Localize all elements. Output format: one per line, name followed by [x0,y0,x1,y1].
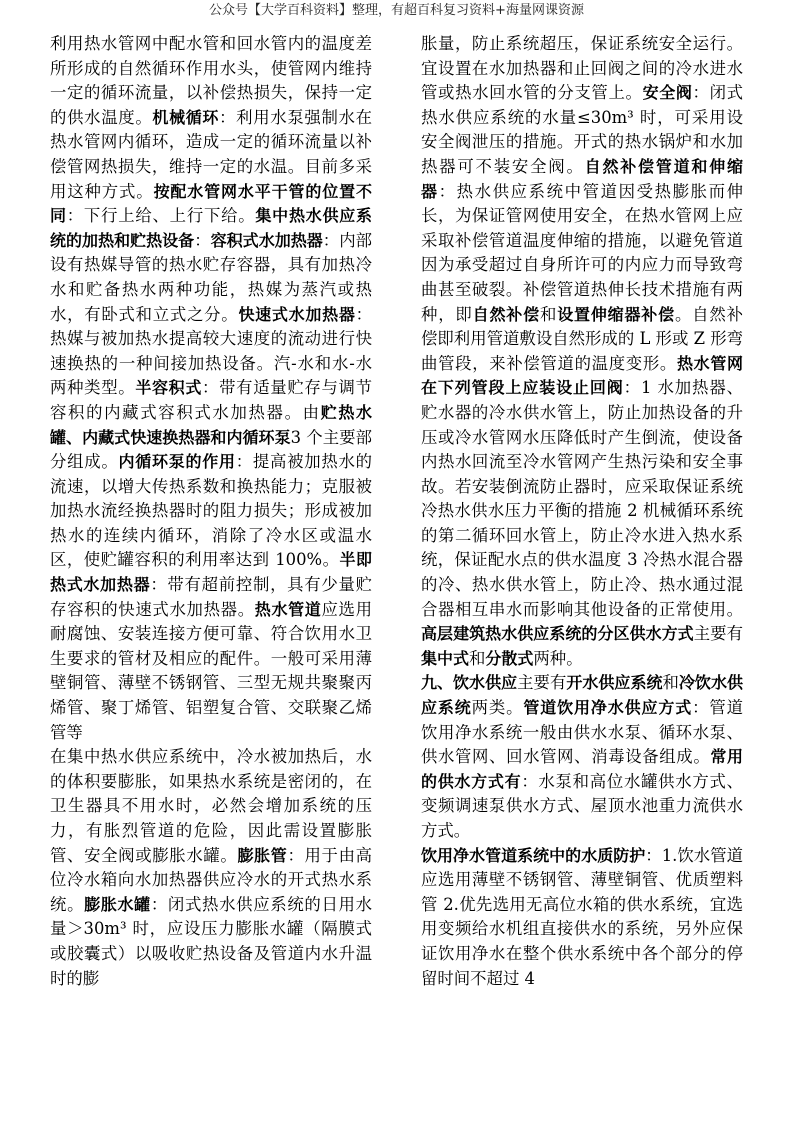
bold-term: 饮用净水管道系统中的水质防护 [421,845,646,865]
text-run: ：下行上给、上行下给。 [66,206,256,226]
bold-term: 冷饮水供应系统 [421,673,743,718]
text-run: 主要有 [693,624,743,644]
text-run: 主要有 [517,673,567,693]
bold-term: 高层建筑热水供应系统的分区供水方式 [421,624,694,644]
text-run: 胀量，防止系统超压，保证系统安全运行。宜设置在水加热器和止回阀之间的冷水进水管或热水回水管的分支管上。 [421,34,743,103]
bold-term: 安全阀 [642,83,693,103]
text-run: 和 [539,304,558,324]
text-run: 和 [662,673,679,693]
text-run: ：带有适量贮存与调节容积的内藏式容积式水加热器。由 [50,378,372,422]
bold-term: 快速式水加热器 [238,304,356,324]
bold-term: 膨胀管 [237,845,288,865]
bold-term: 常用的供水方式有 [421,747,743,791]
text-run: ：利用水泵强制水在热水管网内循环，造成一定的循环流量以补偿管网热损失，维持一定的水温。目前多采用这种方式。 [50,107,372,201]
bold-term: 膨胀水罐 [84,894,151,914]
bold-term: 热水管网在下列管段上应装设止回阀 [421,353,743,398]
text-run: ：热水供应系统中管道因受热膨胀而伸长，为保证管网使用安全，在热水管网上应采取补偿管道温度伸缩的措施，以避免管道因为承受超过自身所许可的内应力而导致弯曲甚至破裂。补偿管道热伸长技术措施有两种，即 [421,181,743,324]
bold-term: 管道饮用净水供应方式 [523,698,693,718]
paragraph [421,32,743,671]
bold-term: 容积式水加热器 [210,230,323,250]
paragraph [421,671,743,843]
text-run: ：水泵和高位水罐供水方式、变频调速泵供水方式、屋顶水池重力流供水方式。 [421,771,743,840]
text-run: 和 [469,648,486,668]
text-run: 应选用耐腐蚀、安装连接方便可靠、符合饮用水卫生要求的管材及相应的配件。一般可采用薄壁铜管、薄壁不锈钢管、三型无规共聚聚丙烯管、聚丁烯管、铝塑复合管、交联聚乙烯管等 [50,599,372,742]
bold-term: 自然补偿 [472,304,540,324]
bold-term: 九、饮水供应 [421,673,518,693]
paragraph [50,32,372,745]
text-run: ：闭式热水供应系统的水量≤30m³ 时，可采用设安全阀泄压的措施。开式的热水锅炉和水加热器可不装安全阀。 [421,83,743,176]
text-run: 两种。 [533,648,583,668]
text-run: ：内部设有热媒导管的热水贮存容器，具有加热冷水和贮备热水两种功能，热媒为蒸汽或热水，有卧式和立式之分。 [50,230,372,324]
bold-term: 半容积式 [135,378,203,398]
text-run: ：1 水加热器、贮水器的冷水供水管上，防止加热设备的升压或冷水管网水压降低时产生倒流，使设备内热水回流至冷水管网产生热污染和安全事故。若安装倒流防止器时，应采取保证系统冷热水供水压力平衡的措施 2 机械循环系统的第二循环回水管上，防止冷水进入热水系统，保证配水点的供水温度 3 冷热水混合器的冷、热水供水管上，防止冷、热水通过混合器相互串水而影响其他设备的正常使用。 [421,378,743,619]
right-column [421,32,743,1092]
bold-term: 按配水管网水平干管的位置不同 [50,181,372,226]
page-header: 公众号【大学百科资料】整理，有超百科复习资料+海量网课资源 [209,3,584,18]
bold-term: 机械循环 [152,107,220,127]
bold-term: 热水管道 [254,599,322,619]
text-run: 在集中热水供应系统中，冷水被加热后，水的体积要膨胀，如果热水系统是密闭的，在卫生器具不用水时，必然会增加系统的压力，有胀烈管道的危险，因此需设置膨胀管、安全阀或膨胀水罐。 [50,747,372,865]
paragraph [50,745,372,991]
bold-term: 半即热式水加热器 [50,550,372,595]
text-run: ：热媒与被加热水提高较大速度的流动进行快速换热的一种间接加热设备。汽-水和水-水两种类型。 [50,304,372,398]
paragraph [421,844,743,992]
bold-term: 设置伸缩器补偿 [557,304,675,324]
bold-term: 集中热水供应系统的加热和贮热设备 [50,206,372,250]
bold-term: 贮热水罐、内藏式快速换热器和内循环泵 [50,402,372,447]
text-run: ：1.饮水管道应选用薄壁不锈钢管、薄壁铜管、优质塑料管 2.优先选用无高位水箱的供水系统，宜选用变频给水机组直接供水的系统，另外应保证饮用净水在整个供水系统中各个部分的停留时间不超过 4 [421,845,743,988]
bold-term: 分散式 [485,648,534,668]
text-run: ： [194,230,211,250]
text-run: ：提高被加热水的流速，以增大传热系数和换热能力；克服被加热水流经换热器时的阻力损失；形成被加热水的连续内循环，消除了冷水区或温水区，使贮罐容积的利用率达到 100%。 [50,452,372,570]
text-run: 利用热水管网中配水管和回水管内的温度差所形成的自然循环作用水头，使管网内维持一定的循环流量，以补偿热损失，保持一定的供水温度。 [50,34,372,127]
text-run: ：管道饮用净水系统一般由供水水泵、循环水泵、供水管网、回水管网、消毒设备组成。 [421,698,743,767]
text-run: ：闭式热水供应系统的日用水量＞30m³ 时，应设压力膨胀水罐（隔膜式或胶囊式）以吸收贮热设备及管道内水升温时的膨 [50,894,372,988]
text-run: 两类。 [471,698,524,718]
text-run: 3 个主要部分组成。 [50,427,372,472]
text-run: ：用于由高位冷水箱向水加热器供应冷水的开式热水系统。 [50,845,372,914]
left-column [50,32,372,1092]
bold-term: 开水供应系统 [566,673,663,693]
bold-term: 内循环泵的作用 [118,452,236,472]
bold-term: 集中式 [421,648,470,668]
text-run: ：带有超前控制，具有少量贮存容积的快速式水加热器。 [50,575,372,619]
bold-term: 自然补偿管道和伸缩器 [421,156,743,201]
text-run: 。自然补偿即利用管道敷设自然形成的 L 形或 Z 形弯曲管段，来补偿管道的温度变形。 [421,304,743,373]
